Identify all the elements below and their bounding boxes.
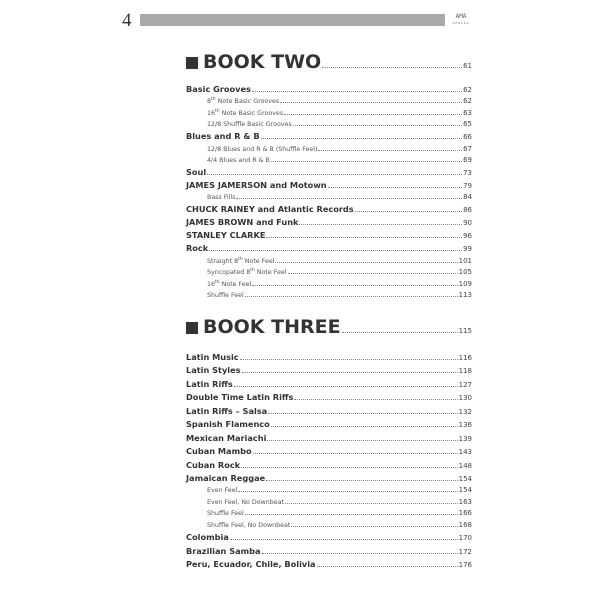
entry-title-text: Shuffle Feel, No Downbeat bbox=[207, 521, 291, 529]
page-number: 4 bbox=[122, 10, 132, 31]
entry-title-text: Note Feel bbox=[219, 280, 252, 288]
entry-title bbox=[207, 269, 287, 276]
entry-title bbox=[186, 532, 229, 542]
page-ref: 96 bbox=[463, 232, 472, 241]
dot-leader bbox=[280, 102, 462, 103]
page-ref: 172 bbox=[458, 547, 472, 556]
entry-title-text: CHUCK RAINEY and Atlantic Records bbox=[186, 204, 354, 215]
toc-entry[interactable] bbox=[186, 141, 472, 152]
entry-title-text: Mexican Mariachi bbox=[186, 432, 267, 443]
entry-title bbox=[186, 379, 233, 389]
page-ref: 154 bbox=[458, 475, 472, 483]
logo-text: AMA bbox=[455, 13, 467, 20]
toc-entry[interactable] bbox=[186, 429, 472, 443]
entry-title bbox=[186, 419, 270, 429]
dot-leader bbox=[291, 526, 457, 527]
entry-title-prefix: Straight 8 bbox=[207, 257, 239, 265]
toc-entry[interactable] bbox=[186, 240, 472, 253]
page-ref: 79 bbox=[463, 181, 472, 190]
entry-title bbox=[207, 98, 279, 105]
entry-title bbox=[207, 194, 235, 201]
toc-entry[interactable] bbox=[186, 128, 472, 141]
page-ref: 148 bbox=[458, 461, 472, 470]
page-ref: 166 bbox=[458, 509, 472, 518]
toc-entry[interactable] bbox=[186, 177, 472, 190]
dot-leader bbox=[209, 250, 462, 251]
page-ref: 139 bbox=[458, 434, 472, 443]
toc-entry[interactable] bbox=[186, 81, 472, 94]
page-ref: 154 bbox=[458, 486, 472, 495]
page-ref: 62 bbox=[463, 97, 472, 106]
entry-title bbox=[186, 204, 354, 214]
toc-entry[interactable] bbox=[186, 214, 472, 227]
entry-title bbox=[207, 110, 283, 117]
toc-entry[interactable] bbox=[186, 348, 472, 362]
entry-title-text: Note Feel bbox=[242, 257, 275, 265]
square-bullet-icon bbox=[186, 57, 198, 69]
ordinal-suffix: th bbox=[215, 279, 220, 285]
entry-title-text: Bass Fills bbox=[207, 194, 236, 202]
entry-title bbox=[186, 180, 327, 190]
entry-title-text: JAMES JAMERSON and Motown bbox=[186, 179, 327, 190]
toc-entry[interactable] bbox=[186, 153, 472, 164]
entry-title-text: Note Feel bbox=[254, 269, 287, 277]
toc-entry[interactable] bbox=[186, 556, 472, 570]
dot-leader bbox=[252, 91, 462, 92]
entry-title-text: Soul bbox=[186, 166, 207, 177]
entry-title bbox=[207, 499, 284, 506]
toc-entry[interactable] bbox=[186, 506, 472, 517]
entry-title-text: 12/8 Shuffle Basic Grooves bbox=[207, 121, 292, 129]
dot-leader bbox=[288, 273, 458, 274]
dot-leader bbox=[207, 174, 462, 175]
entry-title bbox=[186, 243, 208, 253]
entry-title bbox=[207, 258, 274, 265]
dot-leader bbox=[253, 453, 458, 454]
dot-leader bbox=[266, 237, 462, 238]
entry-title-text: Shuffle Feel bbox=[207, 510, 244, 518]
dot-leader bbox=[328, 187, 462, 188]
entry-title bbox=[186, 365, 241, 375]
entry-title bbox=[186, 433, 266, 443]
toc-entry[interactable] bbox=[186, 105, 472, 116]
dot-leader bbox=[245, 514, 458, 515]
entry-title bbox=[186, 167, 206, 177]
page-ref: 143 bbox=[458, 448, 472, 456]
entry-title bbox=[207, 510, 244, 517]
dot-leader bbox=[230, 539, 458, 540]
toc-entry[interactable] bbox=[186, 201, 472, 214]
toc-entry[interactable] bbox=[186, 265, 472, 276]
entry-title-text: Latin Riffs – Salsa bbox=[186, 405, 268, 416]
dot-leader bbox=[284, 114, 462, 115]
entry-title bbox=[186, 392, 293, 402]
page-ref: 73 bbox=[463, 168, 472, 177]
dot-leader bbox=[238, 491, 457, 492]
dot-leader bbox=[241, 467, 457, 468]
entry-title bbox=[207, 121, 292, 128]
page-ref: 130 bbox=[458, 394, 472, 402]
book-three-contents bbox=[186, 348, 472, 569]
toc-entry[interactable] bbox=[186, 402, 472, 416]
page-ref: 132 bbox=[458, 407, 472, 416]
page-ref: 84 bbox=[463, 193, 472, 202]
dot-leader bbox=[293, 125, 462, 126]
entry-title bbox=[186, 559, 316, 569]
dot-leader bbox=[268, 413, 457, 414]
page-ref: 66 bbox=[463, 133, 472, 142]
ordinal-suffix: th bbox=[211, 97, 216, 103]
page-ref: 170 bbox=[458, 534, 472, 543]
dot-leader bbox=[271, 161, 462, 162]
entry-title bbox=[186, 131, 260, 141]
toc-entry[interactable] bbox=[186, 443, 472, 457]
dot-leader bbox=[262, 553, 458, 554]
page-ref: 176 bbox=[458, 561, 472, 570]
toc-entry[interactable] bbox=[186, 470, 472, 484]
entry-title bbox=[207, 487, 237, 494]
book-two-heading[interactable] bbox=[186, 52, 472, 72]
entry-title-text: Blues and R & B bbox=[186, 131, 260, 142]
dot-leader bbox=[245, 296, 458, 297]
entry-title bbox=[207, 157, 270, 164]
entry-title-text: 4/4 Blues and R & B bbox=[207, 156, 270, 164]
entry-title-prefix: Syncopated 8 bbox=[207, 269, 251, 277]
entry-title bbox=[186, 546, 261, 556]
toc-entry[interactable] bbox=[186, 456, 472, 470]
entry-title bbox=[186, 217, 298, 227]
toc-entry[interactable] bbox=[186, 362, 472, 376]
entry-title-text: JAMES BROWN and Funk bbox=[186, 217, 299, 228]
entry-title-prefix: 16 bbox=[207, 109, 216, 117]
dot-leader bbox=[234, 386, 458, 387]
dot-leader bbox=[240, 359, 458, 360]
entry-title-text: Shuffle Feel bbox=[207, 291, 244, 299]
toc-entry[interactable] bbox=[186, 117, 472, 128]
toc-entry[interactable] bbox=[186, 517, 472, 528]
page-ref: 101 bbox=[458, 256, 472, 265]
entry-title bbox=[186, 230, 265, 240]
page-ref: 136 bbox=[458, 421, 472, 429]
page-ref: 105 bbox=[458, 268, 472, 277]
dot-leader bbox=[267, 440, 457, 441]
entry-title bbox=[186, 446, 252, 456]
page-ref: 63 bbox=[463, 108, 472, 117]
entry-title bbox=[207, 146, 317, 153]
toc-entry[interactable] bbox=[186, 190, 472, 201]
entry-title-text: Jamaican Reggae bbox=[186, 473, 266, 483]
entry-title-text: Colombia bbox=[186, 532, 229, 543]
logo-subtext: VERLAG bbox=[452, 21, 470, 25]
toc-entry[interactable] bbox=[186, 389, 472, 403]
square-bullet-icon bbox=[186, 322, 198, 334]
entry-title-text: Basic Grooves bbox=[186, 84, 251, 94]
dot-leader bbox=[275, 262, 457, 263]
entry-title-text: Peru, Ecuador, Chile, Bolivia bbox=[186, 559, 316, 570]
entry-title-prefix: 8 bbox=[207, 98, 212, 106]
entry-title bbox=[186, 473, 265, 483]
entry-title bbox=[186, 406, 267, 416]
entry-title-text: Note Basic Grooves bbox=[215, 98, 280, 106]
page-ref: 168 bbox=[458, 520, 472, 529]
entry-title-text: Latin Riffs bbox=[186, 378, 233, 389]
page-ref: 115 bbox=[458, 327, 472, 335]
entry-title-text: Cuban Mambo bbox=[186, 446, 252, 456]
dot-leader bbox=[236, 198, 462, 199]
publisher-logo bbox=[450, 14, 472, 28]
page-ref: 99 bbox=[463, 245, 472, 254]
entry-title-prefix: 16 bbox=[207, 280, 216, 288]
dot-leader bbox=[355, 211, 462, 212]
entry-title-text: Double Time Latin Riffs bbox=[186, 392, 294, 402]
dot-leader bbox=[299, 224, 462, 225]
book-title: BOOK THREE bbox=[203, 316, 341, 338]
page-ref: 61 bbox=[463, 62, 472, 70]
dot-leader bbox=[271, 426, 458, 427]
entry-title-text: Spanish Flamenco bbox=[186, 419, 270, 429]
toc-entry[interactable] bbox=[186, 375, 472, 389]
entry-title-text: Latin Music bbox=[186, 351, 239, 362]
dot-leader bbox=[317, 566, 458, 567]
page-ref: 90 bbox=[463, 219, 472, 228]
ordinal-suffix: th bbox=[250, 268, 255, 274]
page-ref: 127 bbox=[458, 380, 472, 389]
page-ref: 67 bbox=[463, 144, 472, 153]
book-two-contents bbox=[186, 81, 472, 299]
entry-title-text: Latin Styles bbox=[186, 365, 241, 375]
toc-entry[interactable] bbox=[186, 94, 472, 105]
entry-title bbox=[207, 292, 244, 299]
entry-title-text: Rock bbox=[186, 243, 209, 254]
header-bar bbox=[140, 14, 445, 26]
entry-title-text: Brazilian Samba bbox=[186, 545, 261, 556]
page-ref: 118 bbox=[458, 367, 472, 375]
dot-leader bbox=[242, 372, 458, 373]
page-ref: 163 bbox=[458, 497, 472, 506]
dot-leader bbox=[266, 480, 457, 481]
toc-entry[interactable] bbox=[186, 288, 472, 299]
entry-title-text: Note Basic Grooves bbox=[219, 109, 284, 117]
entry-title-text: Even Feel, No Downbeat bbox=[207, 498, 284, 506]
dot-leader bbox=[318, 150, 462, 151]
page-ref: 109 bbox=[458, 279, 472, 288]
toc-entry[interactable] bbox=[186, 483, 472, 494]
dot-leader bbox=[294, 399, 457, 400]
entry-title bbox=[186, 84, 251, 94]
page-ref: 65 bbox=[463, 120, 472, 129]
entry-title bbox=[186, 352, 239, 362]
toc-entry[interactable] bbox=[186, 416, 472, 430]
dot-leader bbox=[252, 285, 457, 286]
entry-title bbox=[207, 281, 251, 288]
page-ref: 86 bbox=[463, 206, 472, 215]
toc-entry[interactable] bbox=[186, 164, 472, 177]
dot-leader bbox=[322, 67, 462, 68]
toc-entry[interactable] bbox=[186, 227, 472, 240]
entry-title-text: 12/8 Blues and R & B (Shuffle Feel) bbox=[207, 145, 318, 153]
dot-leader bbox=[285, 503, 458, 504]
book-title: BOOK TWO bbox=[203, 51, 322, 73]
entry-title-text: Even Feel bbox=[207, 487, 238, 495]
page-ref: 69 bbox=[463, 155, 472, 164]
entry-title bbox=[207, 522, 290, 529]
toc-entry[interactable] bbox=[186, 253, 472, 264]
ordinal-suffix: th bbox=[238, 256, 243, 262]
ordinal-suffix: th bbox=[215, 108, 220, 114]
dot-leader bbox=[261, 138, 462, 139]
page-ref: 113 bbox=[458, 290, 472, 299]
page-ref: 62 bbox=[463, 86, 472, 94]
entry-title-text: STANLEY CLARKE bbox=[186, 230, 266, 241]
toc-entry[interactable] bbox=[186, 542, 472, 556]
toc-entry[interactable] bbox=[186, 494, 472, 505]
dot-leader bbox=[342, 332, 458, 333]
toc-entry[interactable] bbox=[186, 276, 472, 287]
entry-title-text: Cuban Rock bbox=[186, 459, 241, 470]
page-ref: 116 bbox=[458, 353, 472, 362]
entry-title bbox=[186, 460, 240, 470]
toc-entry[interactable] bbox=[186, 529, 472, 543]
book-three-heading[interactable] bbox=[186, 317, 472, 337]
